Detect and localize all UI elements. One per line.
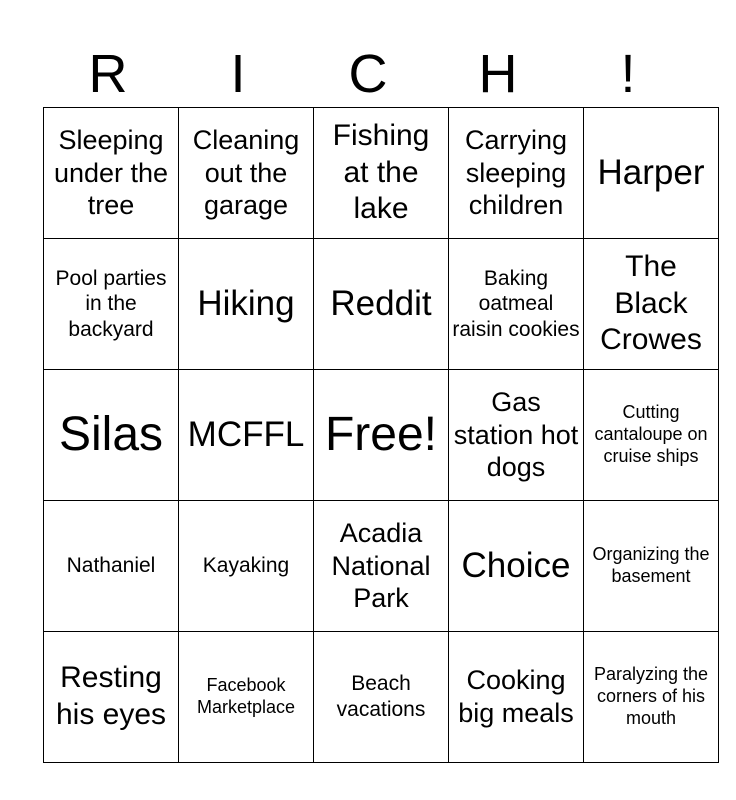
bingo-cell[interactable]: Baking oatmeal raisin cookies xyxy=(449,239,584,370)
bingo-cell[interactable]: Pool parties in the backyard xyxy=(44,239,179,370)
bingo-cell[interactable]: Gas station hot dogs xyxy=(449,370,584,501)
bingo-cell[interactable]: Cleaning out the garage xyxy=(179,108,314,239)
bingo-cell[interactable]: Resting his eyes xyxy=(44,632,179,763)
free-space-cell[interactable]: Free! xyxy=(314,370,449,501)
bingo-cell[interactable]: Reddit xyxy=(314,239,449,370)
bingo-cell[interactable]: Nathaniel xyxy=(44,501,179,632)
bingo-cell[interactable]: Cutting cantaloupe on cruise ships xyxy=(584,370,719,501)
bingo-cell[interactable]: Harper xyxy=(584,108,719,239)
board-row xyxy=(44,370,719,501)
bingo-cell[interactable]: Fishing at the lake xyxy=(314,108,449,239)
board-row xyxy=(44,632,719,763)
header-letter-exclaim: ! xyxy=(620,44,636,104)
bingo-cell[interactable]: MCFFL xyxy=(179,370,314,501)
header-letter-r: R xyxy=(88,44,128,104)
bingo-cell[interactable]: Silas xyxy=(44,370,179,501)
bingo-cell[interactable]: Beach vacations xyxy=(314,632,449,763)
board-row xyxy=(44,501,719,632)
bingo-cell[interactable]: The Black Crowes xyxy=(584,239,719,370)
bingo-header xyxy=(43,40,693,108)
bingo-cell[interactable]: Organizing the basement xyxy=(584,501,719,632)
bingo-cell[interactable]: Cooking big meals xyxy=(449,632,584,763)
bingo-cell[interactable]: Carrying sleeping children xyxy=(449,108,584,239)
bingo-cell[interactable]: Kayaking xyxy=(179,501,314,632)
board-row xyxy=(44,108,719,239)
bingo-cell[interactable]: Choice xyxy=(449,501,584,632)
bingo-cell[interactable]: Facebook Marketplace xyxy=(179,632,314,763)
header-letter-i: I xyxy=(230,44,246,104)
bingo-cell[interactable]: Paralyzing the corners of his mouth xyxy=(584,632,719,763)
bingo-board xyxy=(43,107,719,763)
bingo-cell[interactable]: Sleeping under the tree xyxy=(44,108,179,239)
bingo-cell[interactable]: Hiking xyxy=(179,239,314,370)
header-letter-c: C xyxy=(348,44,388,104)
header-letter-h: H xyxy=(478,44,518,104)
bingo-cell[interactable]: Acadia National Park xyxy=(314,501,449,632)
board-row xyxy=(44,239,719,370)
